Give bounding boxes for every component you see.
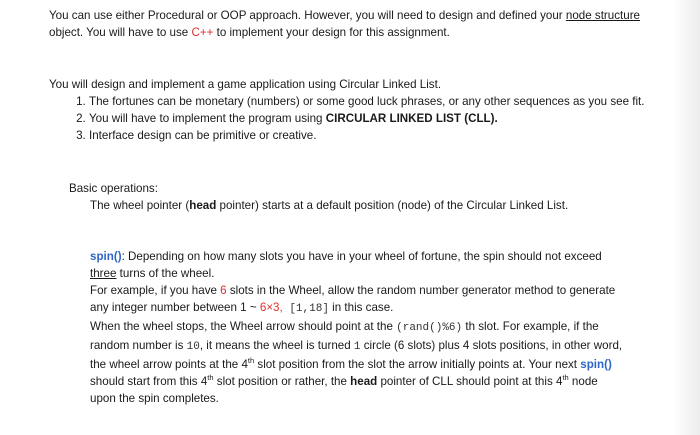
list-item: 2. You will have to implement the program using CIRCULAR LINKED LIST (CLL).	[89, 110, 649, 127]
rand-expression: (rand()%6)	[396, 322, 463, 334]
intro-paragraph: You can use either Procedural or OOP approach. However, you will need to design and defined your node structure object. You will have to use C++ to implement your design for this assignment.	[49, 9, 641, 39]
task-paragraph: You will design and implement a game application using Circular Linked List.	[49, 78, 442, 91]
list-item: 3. Interface design can be primitive or creative.	[89, 127, 649, 144]
requirements-list	[49, 93, 649, 144]
spin-function-name: spin()	[90, 250, 122, 263]
page-edge-shadow	[674, 0, 700, 435]
spin-description: spin(): Depending on how many slots you have in your wheel of fortune, the spin should not exceed three turns of the wheel. For example, if you have 6 slots in the Wheel, allow the random number generator method to generate any integer number between 1 ~ 6×3, [1,18] in this case. When the wheel stops, the Wheel arrow should point at the (rand()%6) th slot. For example, if the random number is 10, it means the wheel is turned 1 circle (6 slots) plus 4 slots positions, in other word, the wheel arrow points at the 4th slot position from the slot the arrow initially points at. Your next spin() should start from this 4th slot position or rather, the head pointer of CLL should point at this 4th node upon the spin completes.	[90, 250, 623, 405]
node-structure-link: node structure	[565, 9, 641, 22]
list-item: 1. The fortunes can be monetary (numbers) or some good luck phrases, or any other sequences as you see fit.	[89, 93, 649, 110]
cpp-highlight: C++	[191, 26, 214, 39]
head-pointer-paragraph: The wheel pointer (head pointer) starts at a default position (node) of the Circular Linked List.	[90, 199, 569, 212]
basic-operations-heading: Basic operations:	[69, 182, 158, 195]
